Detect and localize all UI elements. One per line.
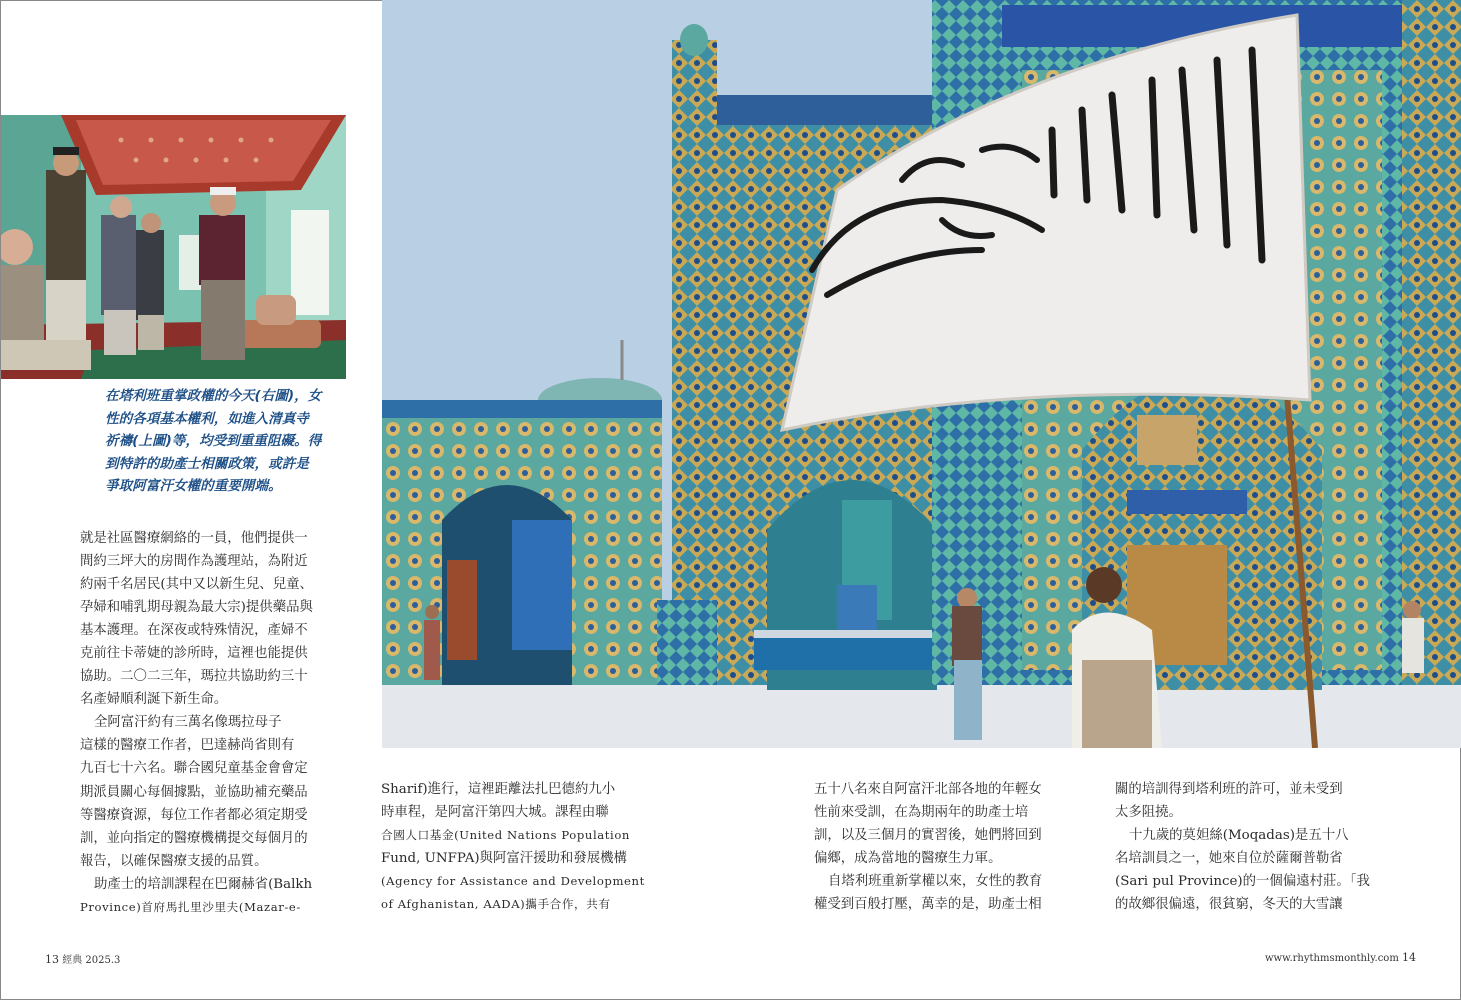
text-line: 報告，以確保醫療支援的品質。 [80, 853, 268, 869]
text-line: 助產士的培訓課程在巴爾赫省(Balkh [94, 876, 313, 892]
text-line: 的故鄉很偏遠，很貧窮，冬天的大雪讓 [1115, 897, 1343, 913]
page-number-right: 14 [1402, 951, 1416, 964]
text-line: 自塔利班重新掌權以來，女性的教育 [828, 874, 1043, 890]
publication-label: 經典 2025.3 [62, 955, 121, 966]
prayer-room-illustration [1, 115, 346, 379]
text-line: 這樣的醫療工作者，巴達赫尚省則有 [80, 738, 295, 754]
text-line: Province)首府馬扎里沙里夫(Mazar-e- [80, 899, 301, 914]
body-column-3 [814, 778, 1084, 916]
text-line: 全阿富汗約有三萬名像瑪拉母子 [94, 715, 282, 731]
text-line: 間約三坪大的房間作為護理站，為附近 [80, 554, 308, 570]
text-line: 五十八名來自阿富汗北部各地的年輕女 [814, 782, 1042, 797]
text-line: 訓，以及三個月的實習後，她們將回到 [814, 828, 1042, 844]
text-line: 孕婦和哺乳期母親為最大宗)提供藥品與 [80, 600, 313, 616]
text-line: 太多阻撓。 [1115, 805, 1182, 821]
text-line: 訓，並向指定的醫療機構提交每個月的 [80, 830, 308, 846]
mosque-photo [382, 0, 1461, 748]
text-line: 權受到百般打壓，萬幸的是，助產士相 [814, 897, 1042, 913]
text-line: 關的培訓得到塔利班的許可，並未受到 [1115, 782, 1343, 797]
text-line: 克前往卡蒂婕的診所時，這裡也能提供 [80, 646, 308, 662]
text-line: 約兩千名居民(其中又以新生兒、兒童、 [80, 577, 313, 593]
website-url: www.rhythmsmonthly.com [1264, 953, 1399, 964]
text-line: 等醫療資源，每位工作者都必須定期受 [80, 807, 308, 823]
text-line: 就是社區醫療網絡的一員，他們提供一 [80, 531, 308, 546]
prayer-room-photo [1, 115, 346, 379]
footer-left [45, 951, 120, 966]
text-line: of Afghanistan, AADA)攜手合作，共有 [381, 897, 611, 912]
caption-line: 祈禱(上圖)等，均受到重重阻礙。得 [105, 433, 322, 450]
photo-caption [105, 385, 350, 498]
text-line: 偏鄉，成為當地的醫療生力軍。 [814, 851, 1002, 867]
caption-line: 爭取阿富汗女權的重要開端。 [105, 478, 282, 495]
text-line: 協助。二〇二三年，瑪拉共協助約三十 [80, 669, 308, 685]
body-column-1 [80, 527, 350, 919]
page-number-left: 13 [45, 953, 59, 966]
text-line: 時車程，是阿富汗第四大城。課程由聯 [381, 805, 609, 821]
body-column-4 [1115, 778, 1385, 916]
text-line: 基本護理。在深夜或特殊情況，產婦不 [80, 623, 308, 639]
text-line: 九百七十六名。聯合國兒童基金會會定 [80, 761, 308, 777]
text-line: (Agency for Assistance and Development [381, 874, 645, 889]
text-line: 名培訓員之一，她來自位於薩爾普勒省 [1115, 851, 1343, 867]
body-column-2 [381, 778, 651, 916]
caption-line: 到特許的助產士相關政策，或許是 [105, 455, 309, 472]
text-line: Fund, UNFPA)與阿富汗援助和發展機構 [381, 851, 627, 867]
mosque-illustration [382, 0, 1461, 748]
text-line: 性前來受訓，在為期兩年的助產士培 [814, 805, 1029, 821]
text-line: 期派員關心每個據點，並協助補充藥品 [80, 784, 308, 800]
footer-right [1265, 951, 1416, 964]
caption-line: 性的各項基本權利，如進入清真寺 [105, 410, 309, 427]
text-line: 名產婦順利誕下新生命。 [80, 692, 228, 708]
text-line: Sharif)進行，這裡距離法扎巴德約九小 [381, 782, 616, 797]
text-line: (Sari pul Province)的一個偏遠村莊。「我 [1115, 874, 1370, 890]
caption-line: 在塔利班重掌政權的今天(右圖)，女 [105, 388, 322, 404]
text-line: 十九歲的莫妲絲(Moqadas)是五十八 [1129, 828, 1349, 844]
text-line: 合國人口基金(United Nations Population [381, 828, 630, 843]
